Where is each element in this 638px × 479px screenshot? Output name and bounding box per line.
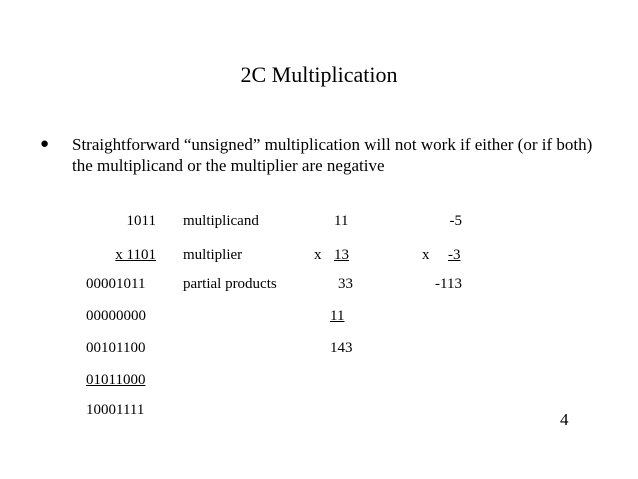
binary-result: 10001111 bbox=[86, 402, 145, 418]
bullet-text: Straightforward “unsigned” multiplication will not work if either (or if both) the multiplicand or the multiplier are negative bbox=[72, 135, 593, 175]
negative-multiplicand: -5 bbox=[449, 213, 462, 229]
binary-partial-2: 00000000 bbox=[86, 308, 146, 324]
binary-partial-4: 01011000 bbox=[86, 372, 146, 388]
decimal-multiplicand: 11 bbox=[334, 213, 349, 229]
negative-multiplier: -3 bbox=[448, 247, 461, 263]
slide-title: 2C Multiplication bbox=[240, 62, 398, 87]
negative-times-sign: x bbox=[422, 247, 430, 263]
label-multiplicand: multiplicand bbox=[183, 213, 259, 229]
page-number: 4 bbox=[560, 410, 569, 429]
decimal-partial-1: 33 bbox=[338, 276, 353, 292]
label-partial-products: partial products bbox=[183, 276, 277, 292]
bullet-dot-icon: ● bbox=[40, 136, 50, 152]
binary-multiplicand: 1011 bbox=[126, 213, 156, 229]
label-multiplier: multiplier bbox=[183, 247, 243, 263]
binary-partial-1: 00001011 bbox=[86, 276, 146, 292]
decimal-times-sign: x bbox=[314, 247, 322, 263]
decimal-multiplier: 13 bbox=[334, 247, 349, 263]
decimal-partial-2: 11 bbox=[330, 308, 345, 324]
decimal-result: 143 bbox=[330, 340, 353, 356]
negative-result: -113 bbox=[435, 276, 462, 292]
binary-partial-3: 00101100 bbox=[86, 340, 146, 356]
binary-multiplier: x 1101 bbox=[115, 247, 156, 263]
